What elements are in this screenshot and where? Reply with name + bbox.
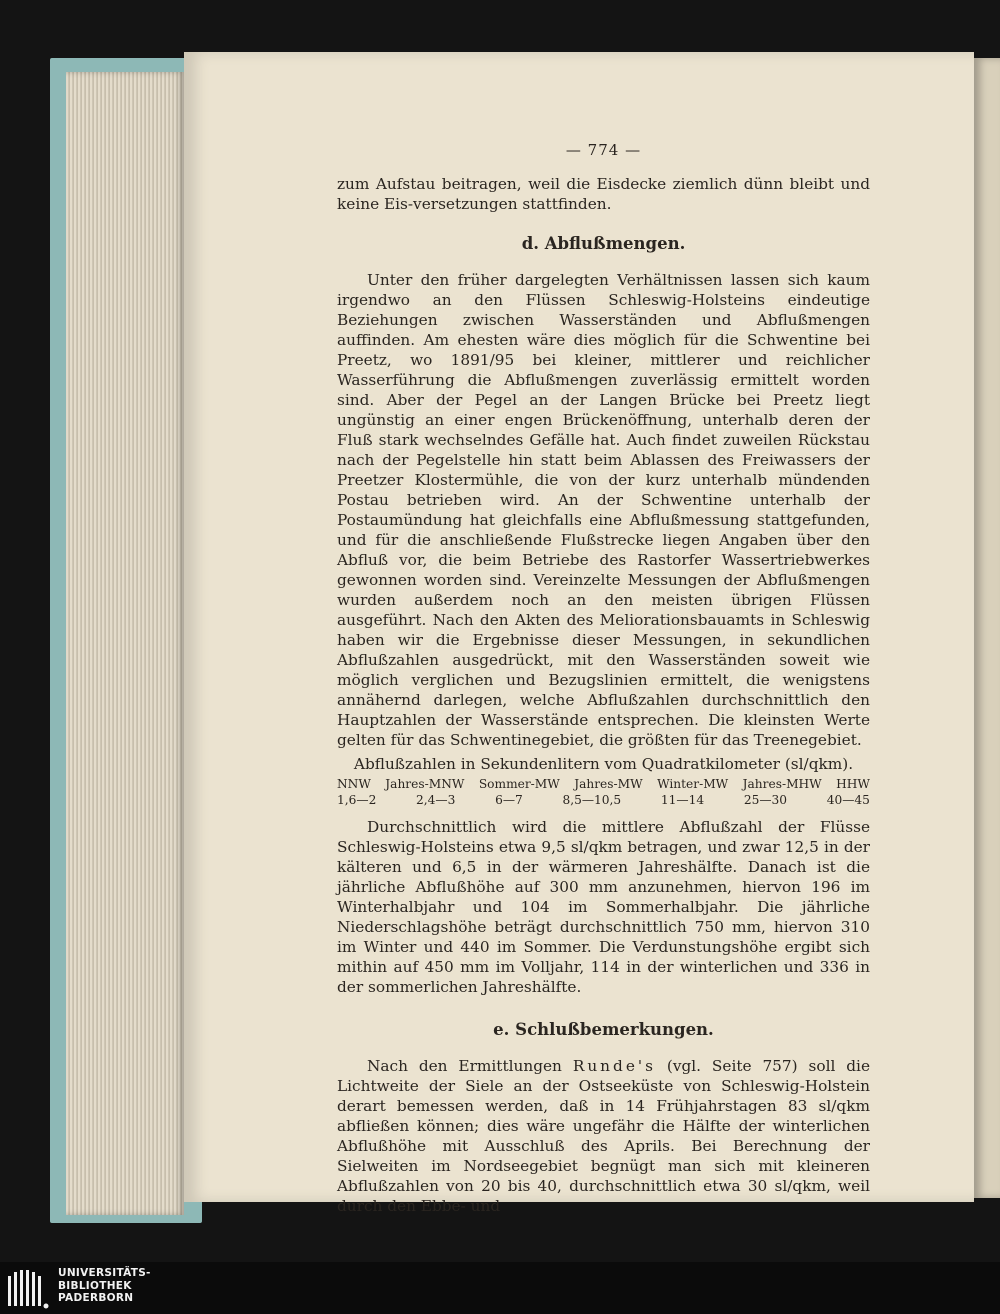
table-caption: Abflußzahlen in Sekundenlitern vom Quadratkilometer (sl/qkm).: [353, 755, 854, 773]
library-name-line-1: UNIVERSITÄTS-: [58, 1267, 151, 1279]
table-value-cell: 11—14: [660, 793, 705, 807]
facing-page-edge: [974, 58, 1000, 1198]
page-text: [337, 140, 870, 1216]
table-value-row: [337, 792, 870, 808]
table-header-cell: Sommer-MW: [478, 777, 560, 791]
library-logo-icon: [8, 1270, 54, 1310]
section-e-text-start: Nach den Ermittlungen: [367, 1057, 573, 1075]
table-value-cell: 8,5—10,5: [562, 793, 622, 807]
section-e-heading: e. Schlußbemerkungen.: [493, 1020, 714, 1039]
table-header-cell: Winter-MW: [657, 777, 729, 791]
library-name: [58, 1267, 151, 1305]
section-e-paragraph-1: [337, 1056, 870, 1216]
table-value-cell: 6—7: [495, 793, 523, 807]
section-d-heading: d. Abflußmengen.: [521, 234, 686, 253]
table-value-cell: 2,4—3: [416, 793, 456, 807]
section-e-text-rest: (vgl. Seite 757) soll die Lichtweite der Siele an der Ostseeküste von Schleswig-Holstein derart bemessen werden, daß in 14 Frühjahrstagen 83 sl/qkm abfließen können; dies wäre ungefähr die Hälfte der winterlichen Abflußhöhe mit Ausschluß des Aprils. Bei Berechnung der Sielweiten im Nordseegebiet begnügt man sich mit kleineren Abflußzahlen von 20 bis 40, durchschnittlich etwa 30 sl/qkm, weil durch den Ebbe- und: [337, 1057, 871, 1215]
section-d-paragraph-1: Unter den früher dargelegten Verhältnissen lassen sich kaum irgendwo an den Flüssen Schleswig-Holsteins eindeutige Beziehungen zwischen Wasserständen und Abflußmengen auffinden. Am ehesten wäre dies möglich für die Schwentine bei Preetz, wo 1891/95 bei kleiner, mittlerer und reichlicher Wasserführung die Abflußmengen zuverlässig ermittelt worden sind. Aber der Pegel an der Langen Brücke bei Preetz liegt ungünstig an einer engen Brückenöffnung, unterhalb deren der Fluß stark wechselndes Gefälle hat. Auch findet zuweilen Rückstau nach der Pegelstelle hin statt beim Ablassen des Freiwassers der Preetzer Klostermühle, die von der kurz unterhalb mündenden Postau betrieben wird. An der Schwentine unterhalb der Postaumündung hat gleichfalls eine Abflußmessung stattgefunden, und für die anschließende Flußstrecke liegen Angaben über den Abfluß vor, die beim Betriebe des Rastorfer Wassertriebwerkes gewonnen worden sind. Vereinzelte Messungen der Abflußmengen wurden außerdem noch an den meisten übrigen Flüssen ausgeführt. Nach den Akten des Meliorationsbauamts in Schleswig haben wir die Ergebnisse dieser Messungen, in sekundlichen Abflußzahlen ausgedrückt, mit den Wasserständen soweit wie möglich verglichen und Bezugslinien ermittelt, die wenigstens annähernd darlegen, welche Abflußzahlen durchschnittlich den Hauptzahlen der Wasserstände entsprechen. Die kleinsten Werte gelten für das Schwentinegebiet, die größten für das Treenegebiet.: [337, 271, 870, 749]
author-name: Runde's: [572, 1057, 656, 1075]
table-header-cell: Jahres-MHW: [742, 777, 822, 791]
table-header-cell: NNW: [337, 777, 371, 791]
table-value-cell: 1,6—2: [337, 793, 377, 807]
table-value-cell: 40—45: [826, 793, 870, 807]
library-name-line-2: BIBLIOTHEK: [58, 1279, 132, 1292]
table-header-cell: Jahres-MW: [574, 777, 643, 791]
page-edges: [66, 72, 184, 1215]
table-header-cell: Jahres-MNW: [385, 777, 465, 791]
table-header-row: [337, 776, 870, 792]
section-d-paragraph-2: Durchschnittlich wird die mittlere Abflußzahl der Flüsse Schleswig-Holsteins etwa 9,5 sl/qkm betragen, und zwar 12,5 in der kälteren und 6,5 in der wärmeren Jahreshälfte. Danach ist die jährliche Abflußhöhe auf 300 mm anzunehmen, hiervon 196 im Winterhalbjahr und 104 im Sommerhalbjahr. Die jährliche Niederschlagshöhe beträgt durchschnittlich 750 mm, hiervon 310 im Winter und 440 im Sommer. Die Verdunstungshöhe ergibt sich mithin auf 450 mm im Volljahr, 114 in der winterlichen und 336 in der sommerlichen Jahreshälfte.: [337, 818, 870, 996]
table-header-cell: HHW: [836, 777, 870, 791]
library-name-line-3: PADERBORN: [58, 1292, 134, 1304]
paragraph-continuation: zum Aufstau beitragen, weil die Eisdecke ziemlich dünn bleibt und keine Eis-versetzungen stattfinden.: [337, 175, 870, 213]
table-value-cell: 25—30: [743, 793, 788, 807]
page-number: — 774 —: [565, 141, 642, 159]
